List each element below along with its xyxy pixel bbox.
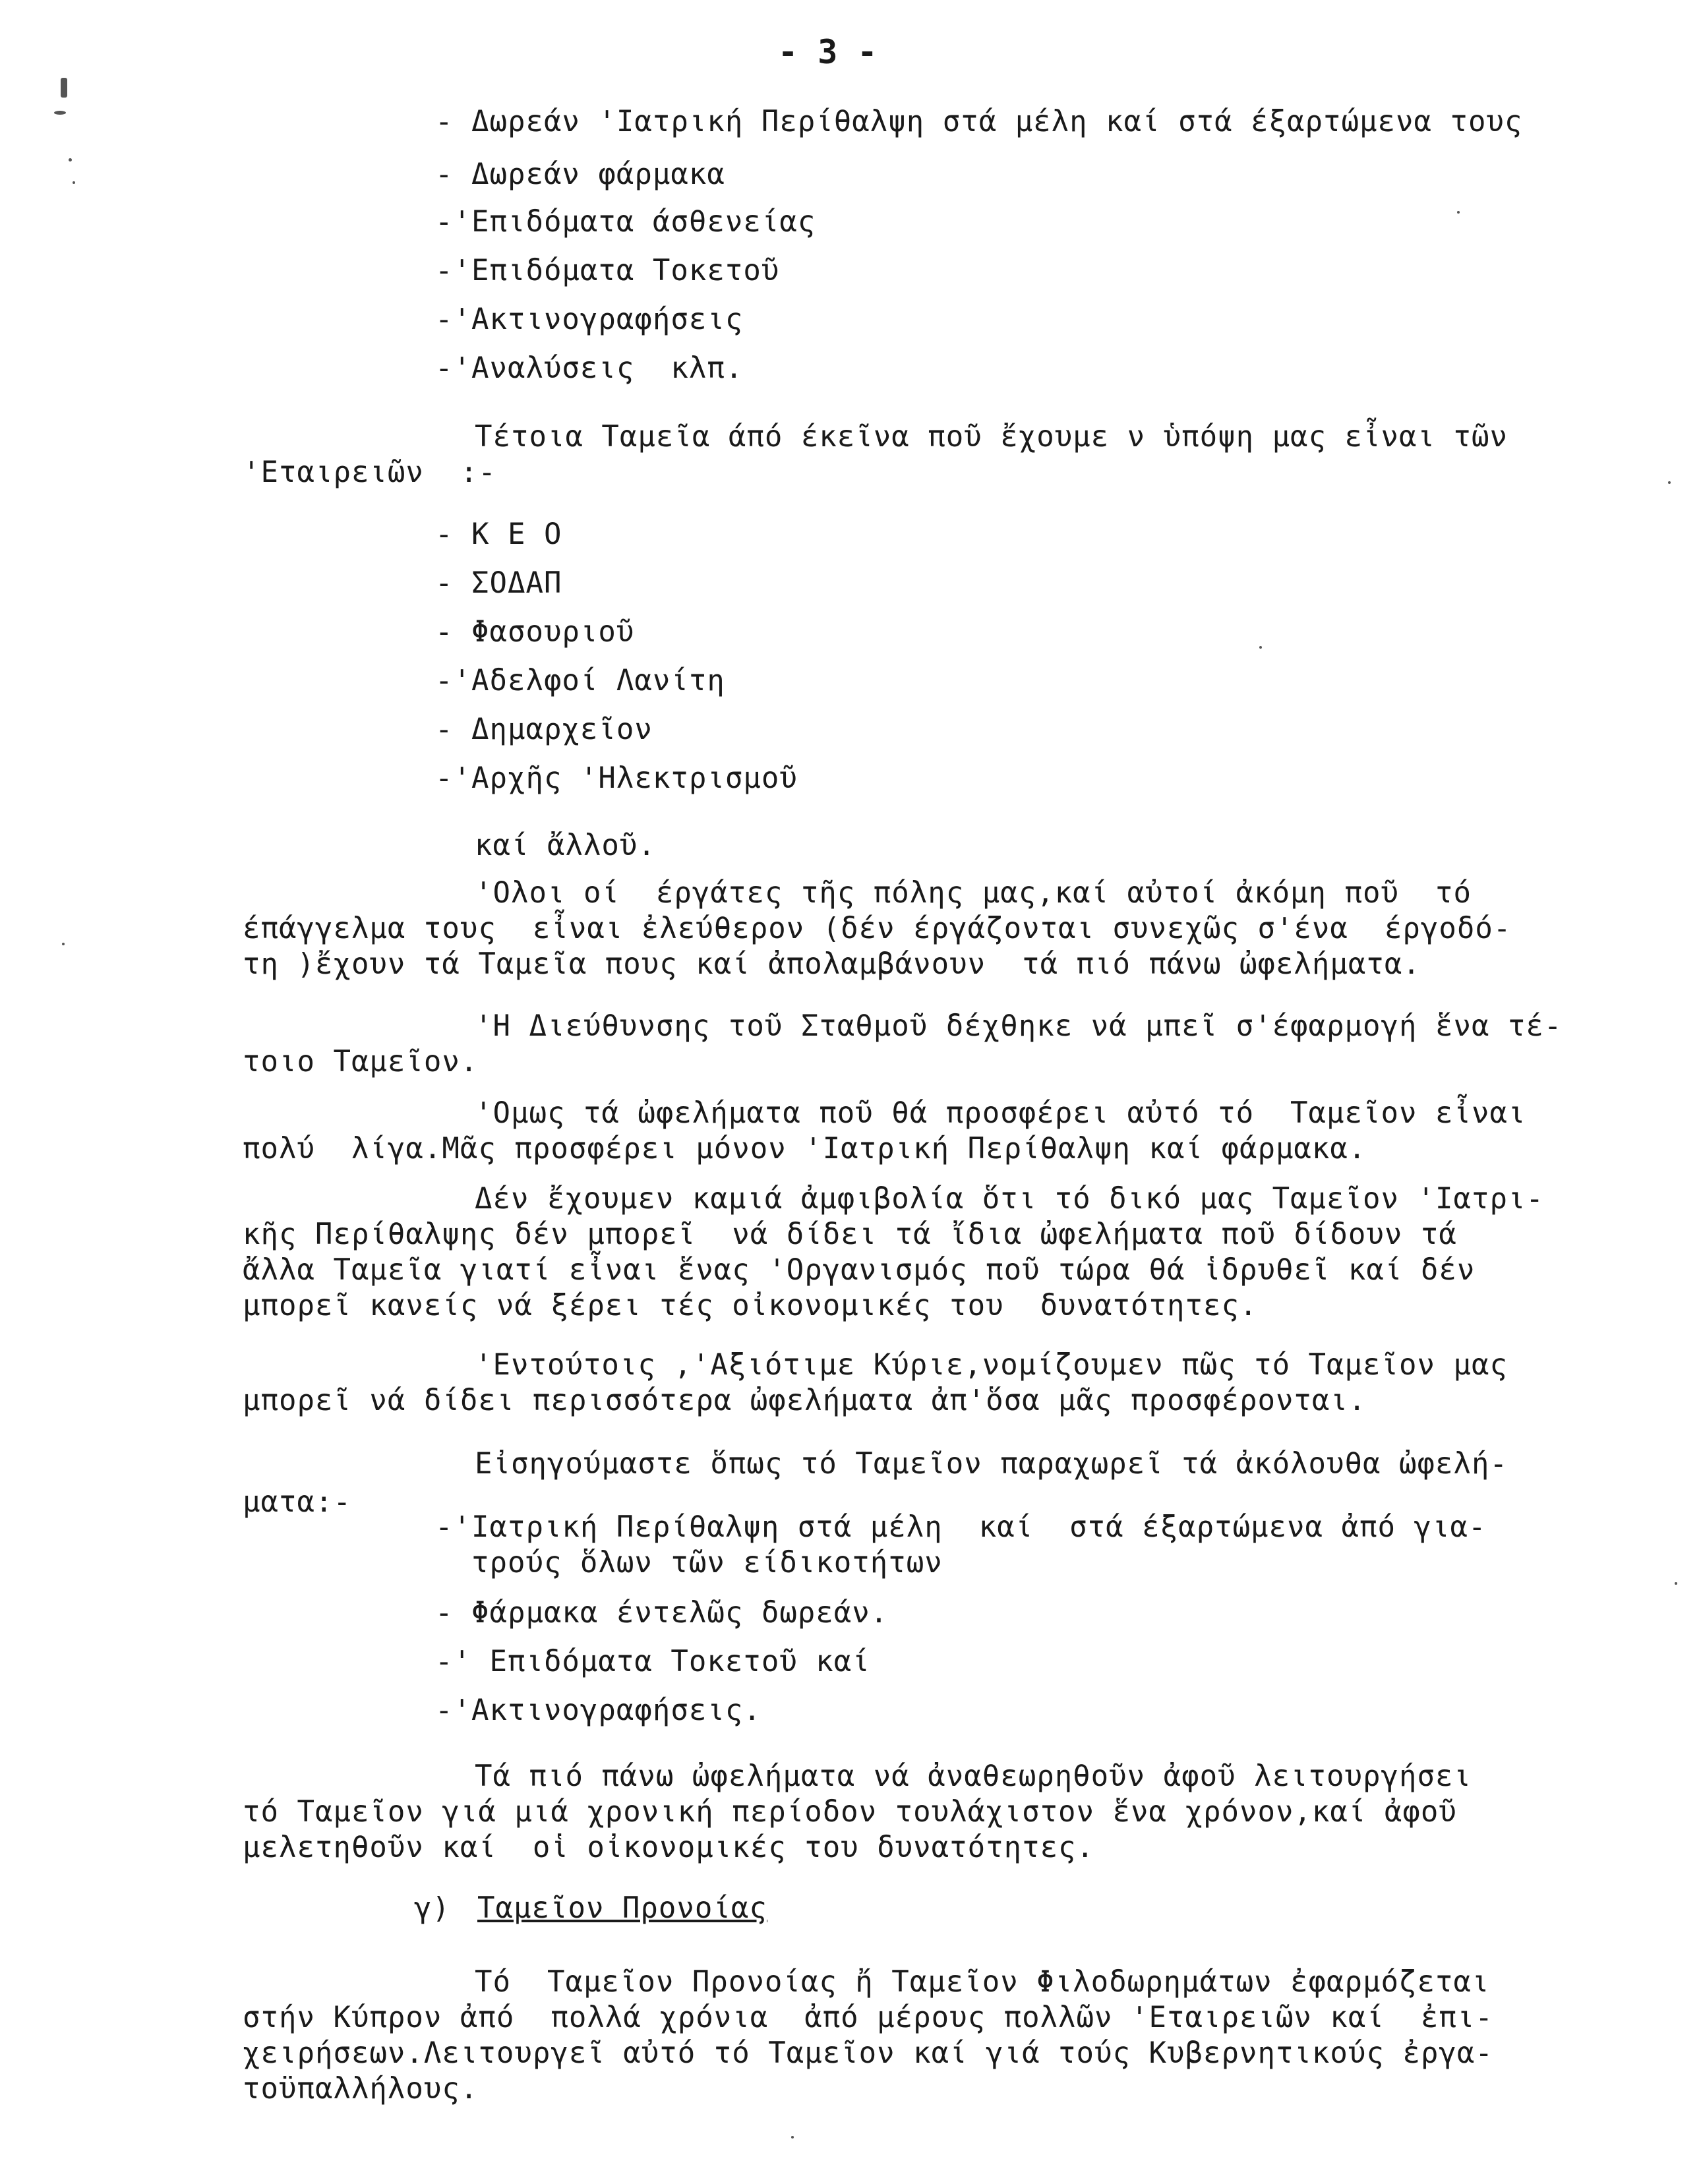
paragraph-line: Εἰσηγούμαστε ὅπως τό Ταμεῖον παραχωρεῖ τά ἀκόλουθα ὠφελή- xyxy=(475,1447,1508,1481)
paragraph-line: μπορεῖ κανείς νά ξέρει τές οἰκονομικές του δυνατότητες. xyxy=(243,1289,1258,1322)
list-item: - Κ Ε Ο xyxy=(435,517,562,551)
scan-speck xyxy=(1675,1582,1677,1585)
list-item: -'Αρχῆς 'Ηλεκτρισμοῦ xyxy=(435,761,798,795)
paragraph-line: πολύ λίγα.Μᾶς προσφέρει μόνον 'Ιατρική Περίθαλψη καί φάρμακα. xyxy=(243,1132,1367,1166)
list-item: -' Επιδόματα Τοκετοῦ καί xyxy=(435,1645,870,1678)
list-item: -'Επιδόματα άσθενείας xyxy=(435,205,816,239)
paragraph-line: ματα:- xyxy=(243,1485,351,1519)
paragraph-line: ἄλλα Ταμεῖα γιατί εἶναι ἕνας 'Οργανισμός ποῦ τώρα θά ἱδρυθεῖ καί δέν xyxy=(243,1253,1476,1287)
paragraph-line: Τό Ταμεῖον Προνοίας ἤ Ταμεῖον Φιλοδωρημάτων ἐφαρμόζεται xyxy=(475,1965,1490,1999)
paragraph-line: μελετηθοῦν καί οἱ οἰκονομικές του δυνατότητες. xyxy=(243,1831,1095,1864)
list-item: -'Αναλύσεις κλπ. xyxy=(435,351,744,385)
paragraph-line: χειρήσεων.Λειτουργεῖ αὐτό τό Ταμεῖον καί γιά τούς Κυβερνητικούς ἐργα- xyxy=(243,2036,1493,2070)
scan-mark xyxy=(54,111,66,115)
list-item: -'Ακτινογραφήσεις xyxy=(435,303,744,336)
scan-speck xyxy=(1457,211,1460,214)
list-item: -'Ιατρική Περίθαλψη στά μέλη καί στά έξαρτώμενα ἀπό για- xyxy=(435,1510,1487,1544)
list-item: τρούς ὅλων τῶν είδικοτήτων xyxy=(435,1546,943,1579)
paragraph-line: τοιο Ταμεῖον. xyxy=(243,1045,479,1078)
list-item: -'Επιδόματα Τοκετοῦ xyxy=(435,254,780,287)
scan-mark xyxy=(61,78,67,98)
list-item: - Φασουριοῦ xyxy=(435,615,635,649)
list-item: - Φάρμακα έντελῶς δωρεάν. xyxy=(435,1596,889,1630)
paragraph-line: έπάγγελμα τους εἶναι ἐλεύθερον (δέν έργάζονται συνεχῶς σ'ένα έργοδό- xyxy=(243,912,1512,945)
paragraph-line: μπορεῖ νά δίδει περισσότερα ὠφελήματα ἀπ'ὅσα μᾶς προσφέρονται. xyxy=(243,1384,1367,1417)
paragraph-line: τοϋπαλλήλους. xyxy=(243,2072,479,2106)
paragraph-line: Τέτοια Ταμεῖα άπό έκεῖνα ποῦ ἔχουμε ν ὑπόψη μας εἶναι τῶν xyxy=(475,420,1508,454)
scan-speck xyxy=(62,943,65,945)
scan-speck xyxy=(791,2136,794,2139)
list-item: - ΣΟΔΑΠ xyxy=(435,566,562,600)
paragraph-line: Δέν ἔχουμεν καμιά ἀμφιβολία ὅτι τό δικό μας Ταμεῖον 'Ιατρι- xyxy=(475,1182,1544,1216)
paragraph-line: 'Η Διεύθυνσης τοῦ Σταθμοῦ δέχθηκε νά μπεῖ σ'έφαρμογή ἕνα τέ- xyxy=(475,1009,1563,1043)
scan-speck xyxy=(1668,481,1671,484)
list-item: - Δημαρχεῖον xyxy=(435,713,653,746)
paragraph-line: 'Εταιρειῶν :- xyxy=(243,456,496,489)
list-item: -'Ακτινογραφήσεις. xyxy=(435,1694,761,1727)
list-end-text: καί ἄλλοῦ. xyxy=(475,829,656,862)
paragraph-line: τό Ταμεῖον γιά μιά χρονική περίοδον τουλάχιστον ἕνα χρόνον,καί ἀφοῦ xyxy=(243,1795,1457,1829)
paragraph-line: τη )ἔχουν τά Ταμεῖα πους καί ἀπολαμβάνουν τά πιό πάνω ὠφελήματα. xyxy=(243,947,1421,981)
scan-speck xyxy=(69,158,72,162)
section-title: Ταμεῖον Προνοίας xyxy=(477,1891,767,1925)
scan-speck xyxy=(73,181,75,184)
paragraph-line: 'Ολοι οί έργάτες τῆς πόλης μας,καί αὐτοί ἀκόμη ποῦ τό xyxy=(475,876,1472,910)
page-number: - 3 - xyxy=(778,33,878,71)
paragraph-line: 'Εντούτοις ,'Αξιότιμε Κύριε,νομίζουμεν πῶς τό Ταμεῖον μας xyxy=(475,1348,1508,1382)
list-item: - Δωρεάν 'Ιατρική Περίθαλψη στά μέλη καί στά έξαρτώμενα τους xyxy=(435,105,1523,138)
list-item: -'Αδελφοί Λανίτη xyxy=(435,664,725,697)
paragraph-line: Τά πιό πάνω ὠφελήματα νά ἀναθεωρηθοῦν ἀφοῦ λειτουργήσει xyxy=(475,1759,1472,1793)
paragraph-line: στήν Κύπρον ἀπό πολλά χρόνια ἀπό μέρους πολλῶν 'Εταιρειῶν καί ἐπι- xyxy=(243,2001,1493,2034)
scan-speck xyxy=(1259,646,1262,649)
list-item: - Δωρεάν φάρμακα xyxy=(435,158,725,191)
section-marker: γ) xyxy=(414,1891,450,1925)
paragraph-line: κῆς Περίθαλψης δέν μπορεῖ νά δίδει τά ἴδια ὠφελήματα ποῦ δίδουν τά xyxy=(243,1218,1457,1251)
paragraph-line: 'Ομως τά ὠφελήματα ποῦ θά προσφέρει αὐτό τό Ταμεῖον εἶναι xyxy=(475,1096,1526,1130)
